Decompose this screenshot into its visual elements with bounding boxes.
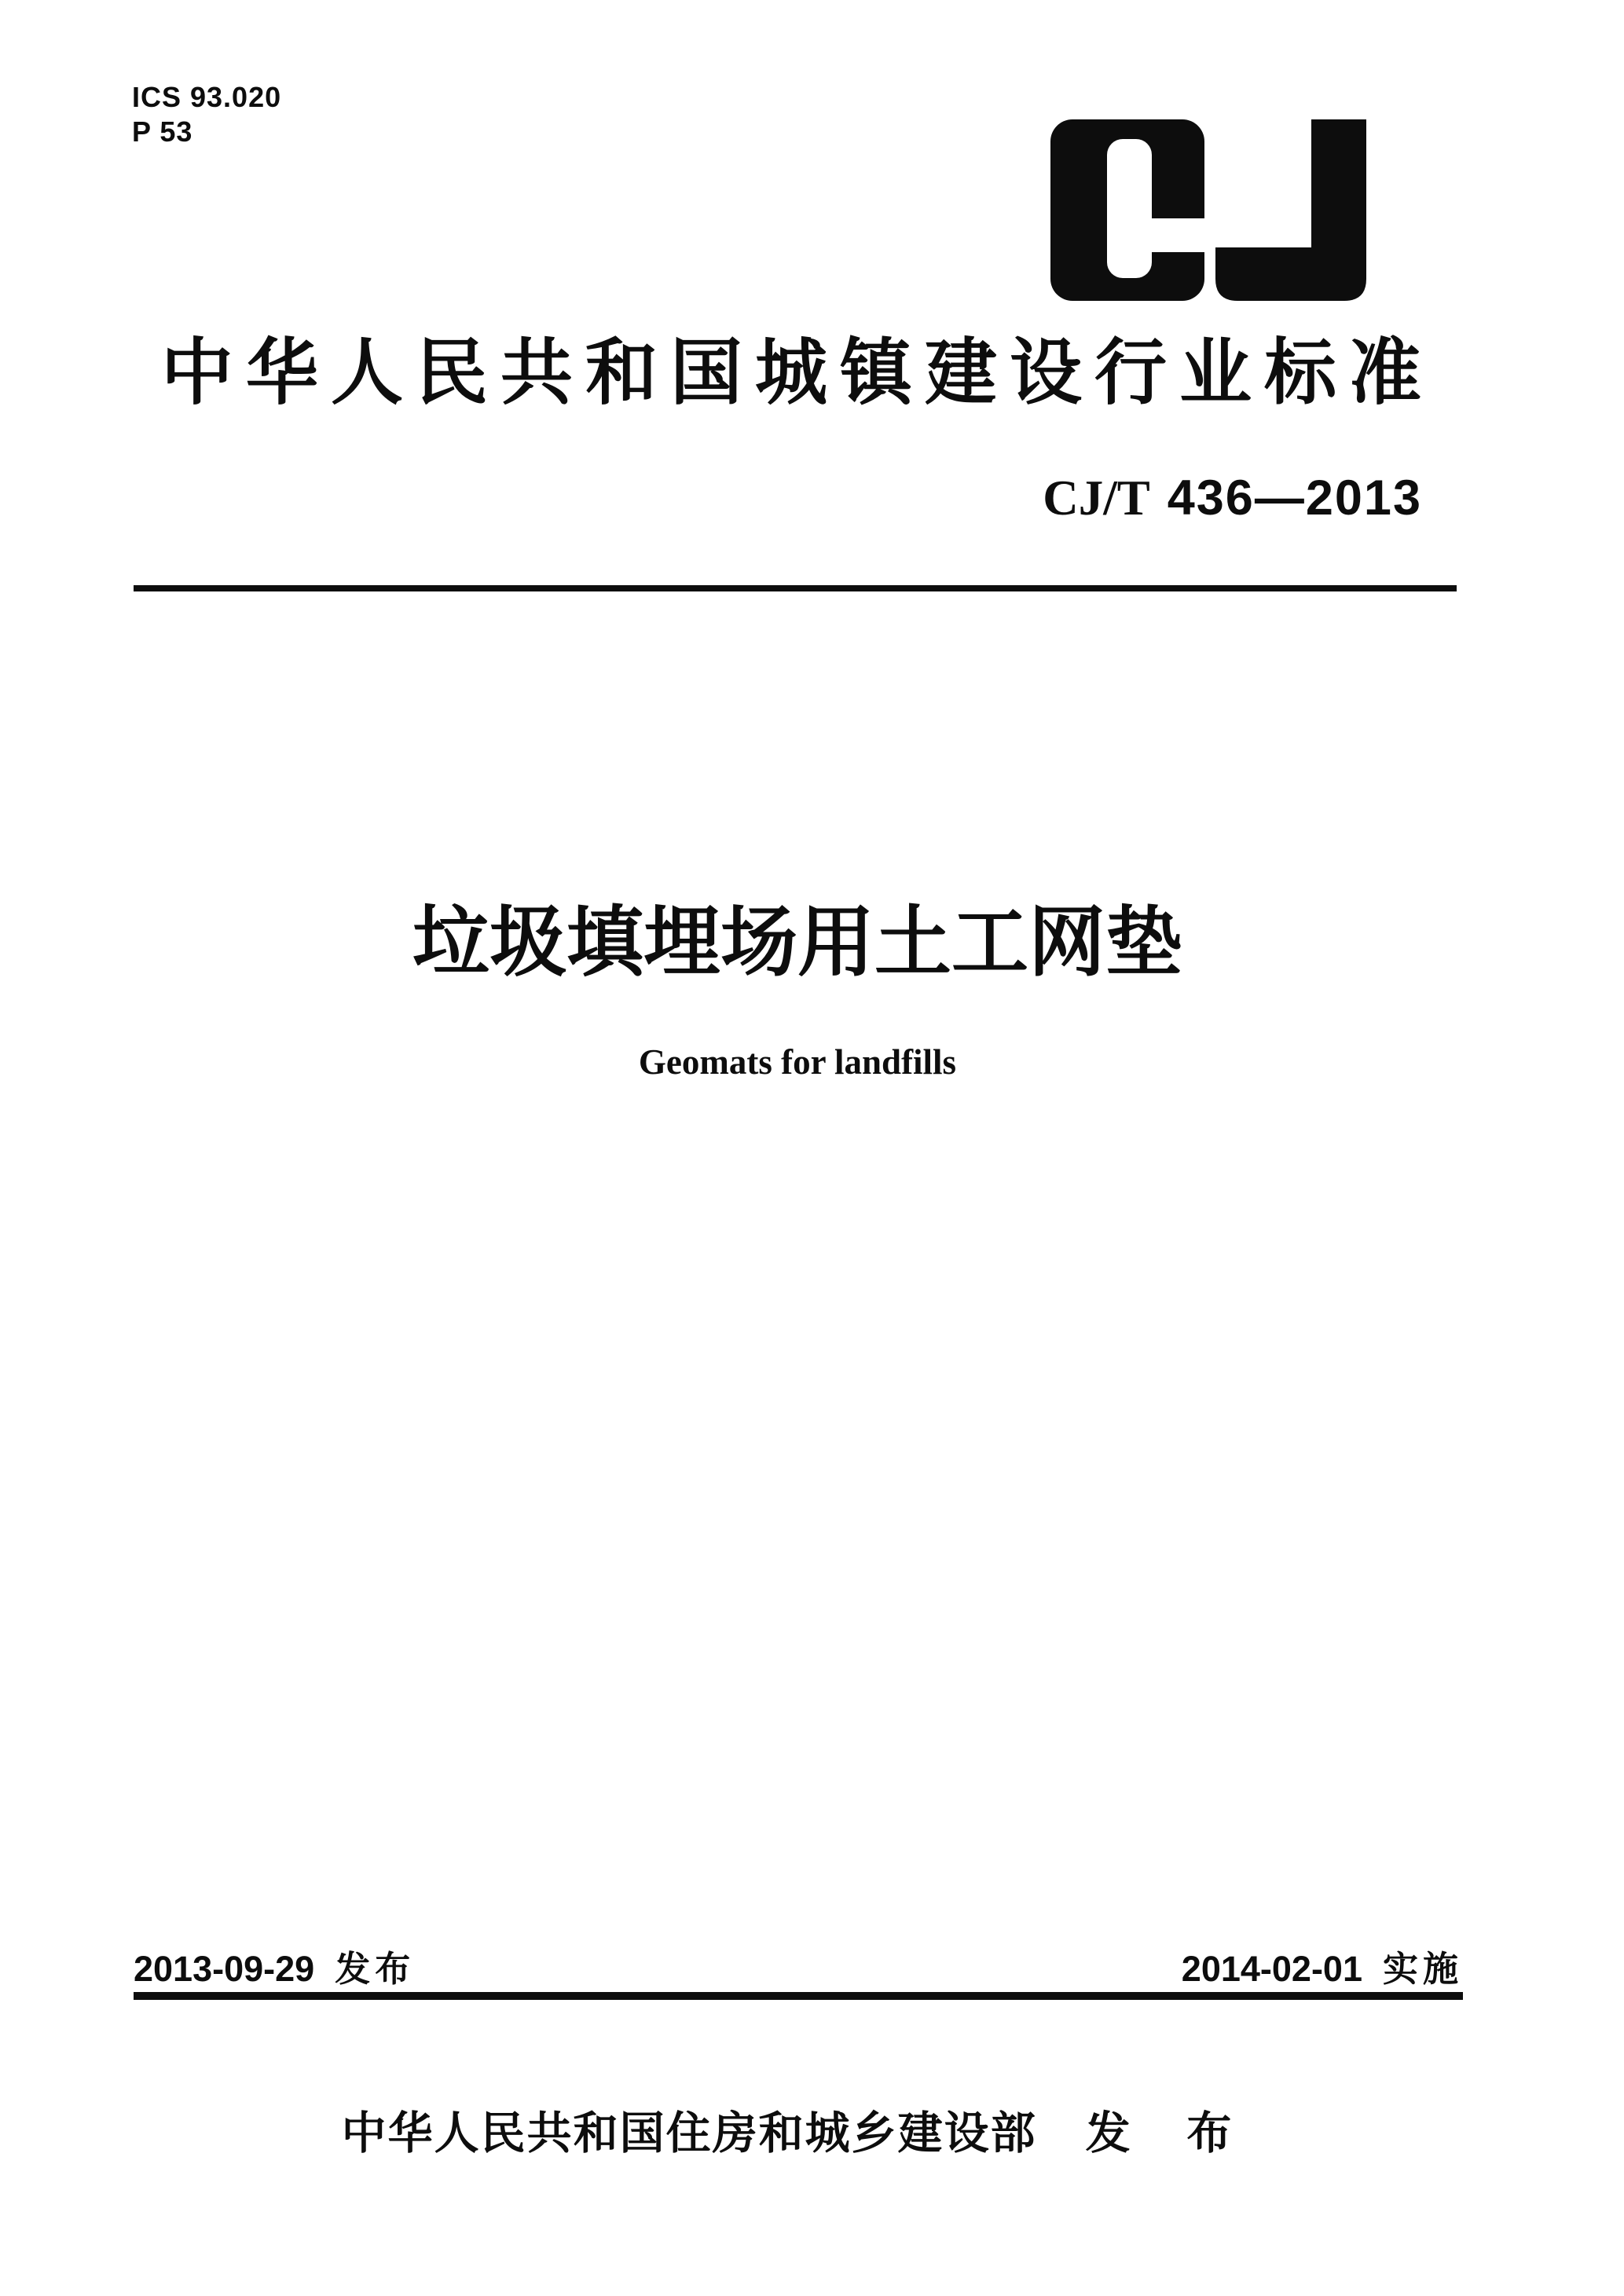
date-row <box>134 1940 1463 1991</box>
document-title-english: Geomats for landfills <box>638 1042 957 1082</box>
standard-code <box>1043 470 1422 527</box>
implementation-date: 2014-02-01 <box>1181 1949 1362 1989</box>
publisher-line <box>134 2097 1461 2162</box>
ics-classification <box>132 80 281 149</box>
issue-date: 2013-09-29 <box>134 1949 315 1989</box>
implementation-label: 实施 <box>1382 1949 1463 1989</box>
ics-code: ICS 93.020 <box>132 81 282 113</box>
publish-action: 发 布 <box>1085 2108 1254 2159</box>
issue-label: 发布 <box>335 1949 416 1989</box>
bottom-rule <box>134 1992 1463 2000</box>
document-title-chinese: 垃圾填埋场用土工网垫 <box>412 899 1182 985</box>
china-doc-class-code: P 53 <box>132 115 193 148</box>
standard-class-heading: 中华人民共和国城镇建设行业标准 <box>160 333 1434 413</box>
publisher-name: 中华人民共和国住房和城乡建设部 <box>341 2108 1037 2159</box>
cj-standard-logo-icon <box>1050 119 1366 301</box>
standard-code-prefix: CJ/T <box>1043 471 1150 525</box>
issue-date-group <box>134 1940 415 1991</box>
top-rule <box>134 585 1457 591</box>
standard-code-number: 436—2013 <box>1167 471 1422 525</box>
implementation-date-group <box>1182 1940 1463 1991</box>
